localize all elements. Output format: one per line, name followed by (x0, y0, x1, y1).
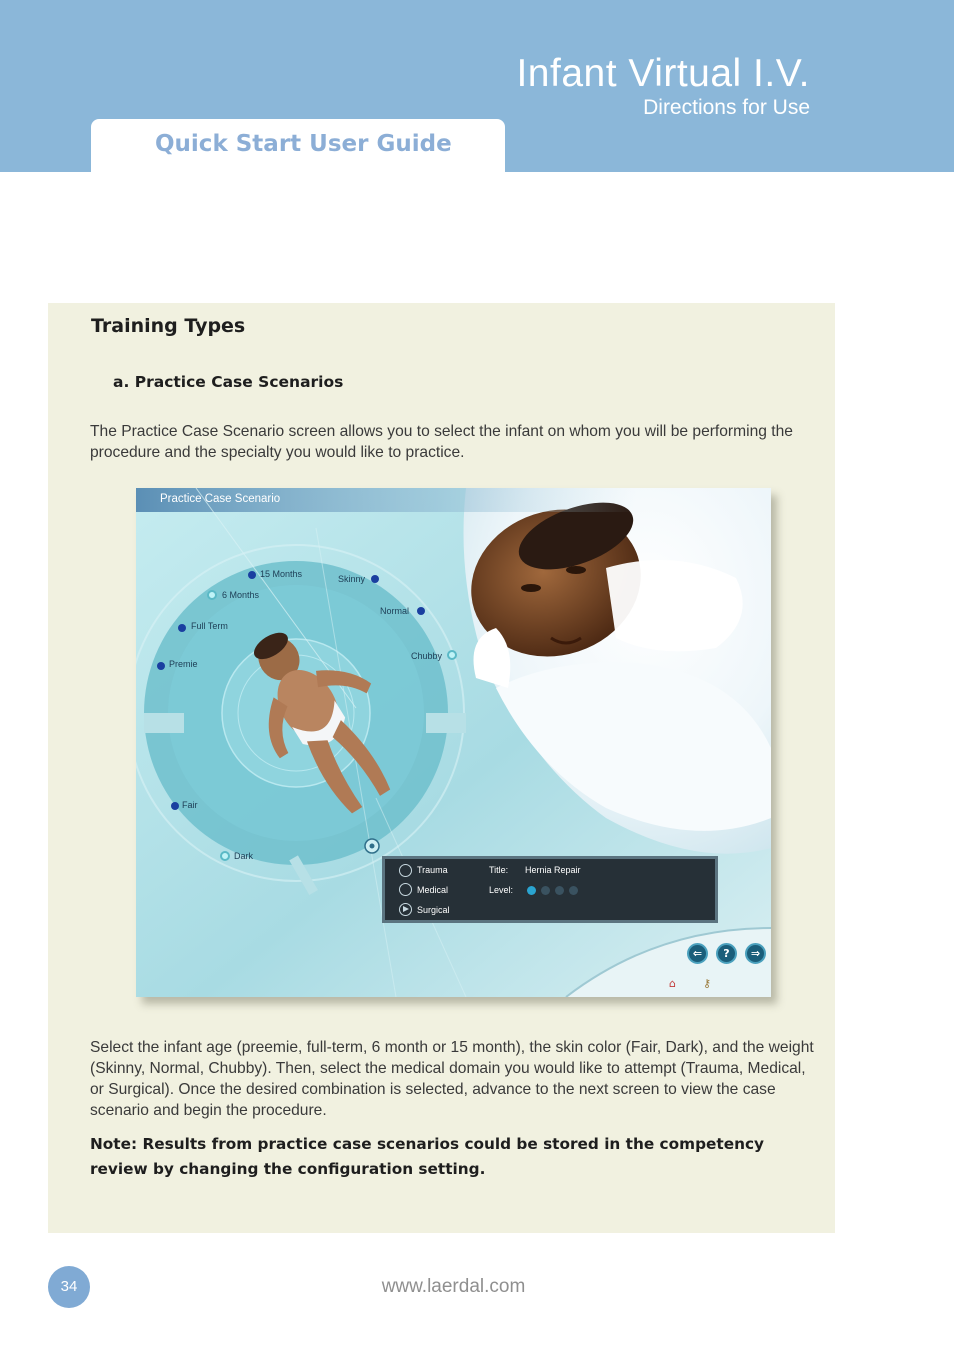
weight-dot-normal[interactable] (417, 607, 425, 615)
skin-option-dark[interactable]: Dark (234, 851, 254, 861)
level-dot-4 (569, 886, 578, 895)
age-option-premie[interactable]: Premie (169, 659, 198, 669)
case-title-label: Title: (489, 865, 509, 875)
skin-dot-dark[interactable] (220, 851, 230, 861)
domain-radio-medical[interactable] (399, 883, 412, 896)
guide-tab-label: Quick Start User Guide (155, 131, 452, 157)
back-arrow-icon[interactable]: ⇐ (687, 943, 708, 964)
help-icon[interactable]: ? (716, 943, 737, 964)
page-number: 34 (48, 1266, 90, 1308)
subsection-heading: a. Practice Case Scenarios (113, 373, 344, 391)
weight-option-chubby[interactable]: Chubby (411, 651, 443, 661)
weight-dot-skinny[interactable] (371, 575, 379, 583)
weight-option-skinny[interactable]: Skinny (338, 574, 366, 584)
content-panel (48, 303, 835, 1233)
key-icon[interactable]: ⚷ (703, 977, 712, 990)
product-subtitle: Directions for Use (643, 96, 810, 119)
case-level-label: Level: (489, 885, 514, 895)
note-paragraph: Note: Results from practice case scenarios could be stored in the competency review by changing the configuration setting. (90, 1135, 765, 1178)
header-band (0, 0, 954, 172)
case-title-value: Hernia Repair (525, 865, 581, 875)
domain-option-trauma[interactable]: Trauma (417, 865, 448, 875)
forward-arrow-icon[interactable]: ⇒ (745, 943, 766, 964)
skin-dot-fair[interactable] (171, 802, 179, 810)
weight-option-normal[interactable]: Normal (380, 606, 410, 616)
instructions-paragraph: Select the infant age (preemie, full-term, 6 month or 15 month), the skin color (Fair, Dark), and the weight (Skinny, Normal, Chubby). Then, select the medical domain you would like to attempt (Trauma, Medical, or Surgical). Once the desired combination is selected, advance to the next screen to view the case scenario and begin the procedure. (90, 1039, 814, 1119)
age-dot-full-term[interactable] (178, 624, 186, 632)
home-icon[interactable]: ⌂ (669, 977, 676, 990)
age-option-full-term[interactable]: Full Term (191, 621, 228, 631)
section-heading: Training Types (91, 315, 246, 337)
practice-case-screenshot (136, 488, 771, 997)
level-dot-1 (527, 886, 536, 895)
case-info-box (382, 856, 718, 923)
product-title: Infant Virtual I.V. (516, 52, 810, 95)
age-dot-premie[interactable] (157, 662, 165, 670)
level-dot-3 (555, 886, 564, 895)
window-title: Practice Case Scenario (160, 493, 281, 505)
skin-option-fair[interactable]: Fair (182, 800, 198, 810)
age-option-6-months[interactable]: 6 Months (222, 590, 260, 600)
domain-radio-surgical[interactable] (399, 903, 412, 916)
age-dot-15-months[interactable] (248, 571, 256, 579)
domain-option-medical[interactable]: Medical (417, 885, 449, 895)
guide-tab (91, 119, 505, 172)
age-option-15-months[interactable]: 15 Months (260, 569, 303, 579)
footer-url[interactable]: www.laerdal.com (381, 1276, 526, 1297)
weight-dot-chubby[interactable] (447, 650, 457, 660)
intro-paragraph: The Practice Case Scenario screen allows you to select the infant on whom you will be performing the procedure and the specialty you would like to practice. (90, 423, 793, 461)
domain-radio-trauma[interactable] (399, 864, 412, 877)
domain-option-surgical[interactable]: Surgical (417, 905, 450, 915)
age-dot-6-months[interactable] (207, 590, 217, 600)
level-dot-2 (541, 886, 550, 895)
